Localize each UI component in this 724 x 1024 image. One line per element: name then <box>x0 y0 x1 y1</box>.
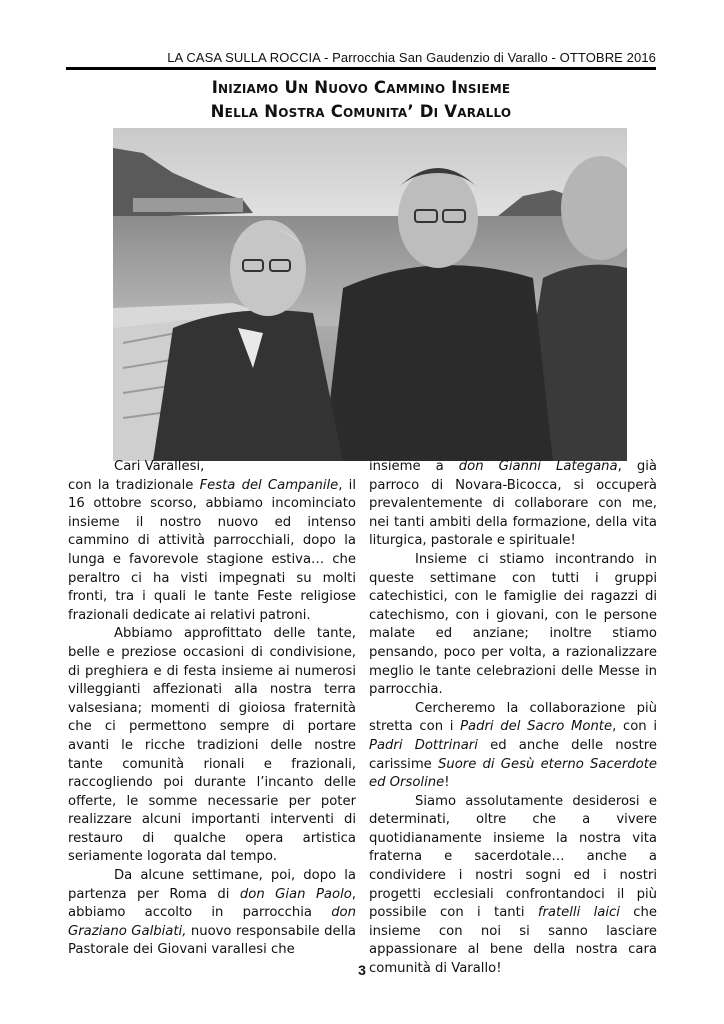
group-photo <box>113 128 627 461</box>
right-column <box>369 458 657 979</box>
paragraph-6: Cercheremo la collaborazione più stretta con i Padri del Sacro Monte, con i Padri Dottrinari ed anche delle nostre carissime Suore di Gesù eterno Sacerdote ed Orsoline! <box>369 700 657 791</box>
paragraph-4: insieme a don Gianni Lategana, già parroco di Novara-Bicocca, si occuperà prevalentemente di collaborare con me, nei tanti ambiti della formazione, della vita liturgica, pastorale e spirituale! <box>369 459 657 549</box>
article-title-line-1: Iniziamo Un Nuovo Cammino Insieme <box>211 78 511 97</box>
article-title-line-2: Nella Nostra Comunita’ Di Varallo <box>210 102 512 121</box>
paragraph-3: Da alcune settimane, poi, dopo la partenza per Roma di don Gian Paolo, abbiamo accolto in parrocchia don Graziano Galbiati, nuovo responsabile della Pastorale dei Giovani varallesi che <box>68 868 356 958</box>
paragraph-1: con la tradizionale Festa del Campanile, il 16 ottobre scorso, abbiamo incominciato insieme il nostro nuovo ed intenso cammino di attività parrocchiali, dopo la lunga e favorevole stagione estiva… che peraltro ci ha visti impegnati su molti fronti, tra i quali le tante Feste religiose frazionali dedicate ai relativi patroni. <box>68 477 357 623</box>
paragraph-5: Insieme ci stiamo incontrando in queste settimane con tutti i gruppi catechistici, con le famiglie dei ragazzi di catechismo, con i giovani, con le persone malate ed anziane; inoltre stiamo pensando, poco per volta, a razionalizzare meglio le tante celebrazioni delle Messe in parrocchia. <box>369 551 657 698</box>
page-number: 3 <box>358 962 366 978</box>
paragraph-2: Abbiamo approfittato delle tante, belle e preziose occasioni di condivisione, di preghiera e di festa insieme ai numerosi villeggianti affezionati alla nostra terra valsesiana; momenti di gioiosa fraternità che ci permettono sempre di portare avanti le ricche tradizioni delle nostre tante comunità rionali e frazionali, raccogliendo poi durante l’incanto delle offerte, le somme necessarie per poter realizzare alcuni importanti interventi di restauro di qualche opera artistica seriamente logorata dal tempo. <box>68 626 356 865</box>
greeting: Cari Varallesi, <box>114 459 205 474</box>
running-header: LA CASA SULLA ROCCIA - Parrocchia San Gaudenzio di Varallo - OTTOBRE 2016 <box>167 50 656 65</box>
header-divider <box>66 67 656 70</box>
article-title <box>66 76 656 124</box>
group-photo-illustration <box>113 128 627 461</box>
left-column <box>68 458 356 960</box>
paragraph-7: Siamo assolutamente desiderosi e determinati, oltre che a vivere quotidianamente insieme la nostra vita fraterna e sacerdotale… anche a condividere i nostri sogni ed i nostri progetti ecclesiali confrontandoci il più possibile con i tanti fratelli laici che insieme con noi si sanno lasciare appassionare al bene della nostra cara comunità di Varallo! <box>369 793 657 977</box>
